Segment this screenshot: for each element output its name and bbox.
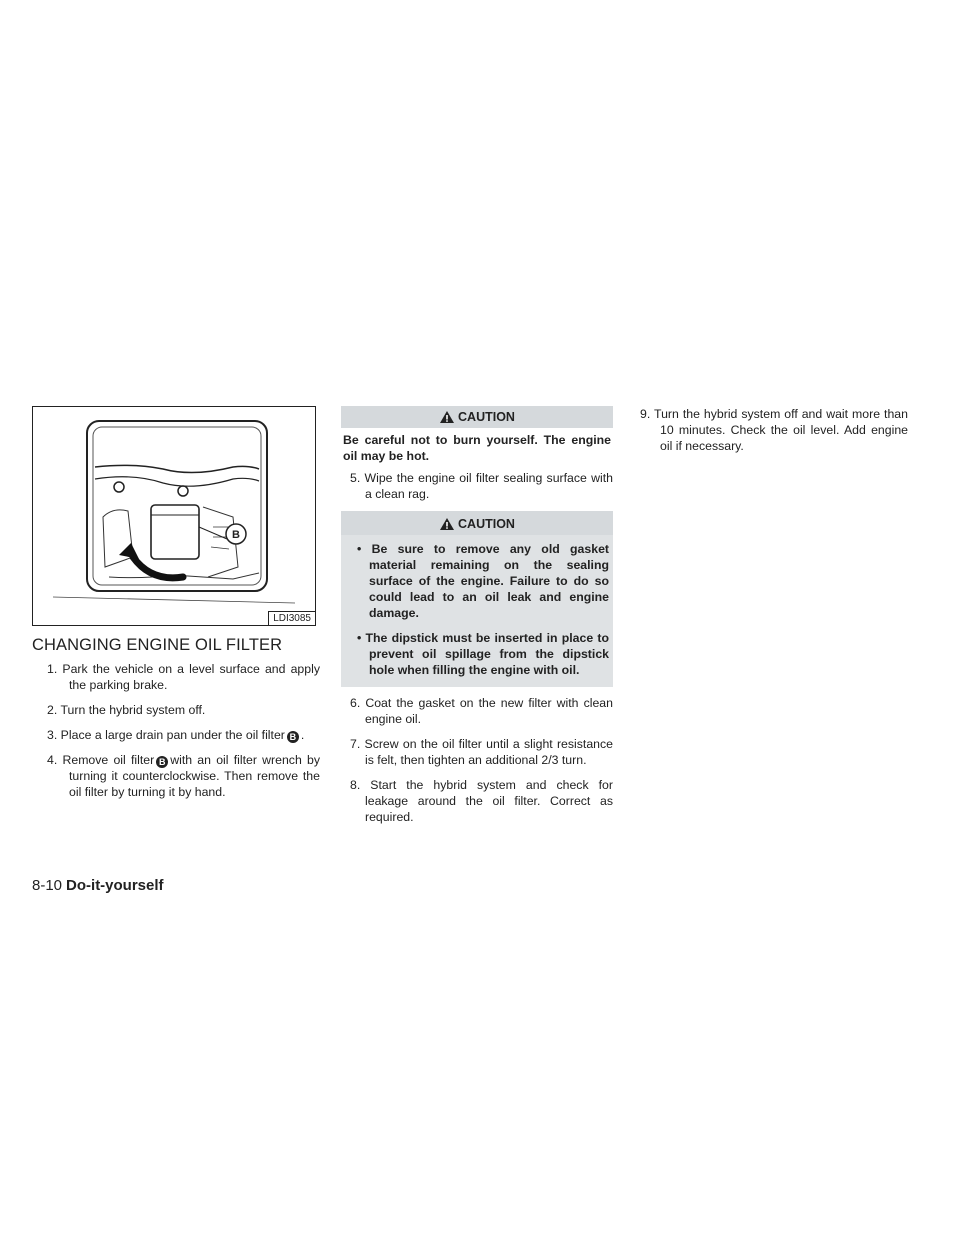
steps-column-2 xyxy=(341,406,613,834)
step-3-end: . xyxy=(300,728,305,742)
step-3-text: 3. Place a large drain pan under the oil filter xyxy=(47,728,285,742)
steps-column-3 xyxy=(636,406,908,463)
caution-heading: CAUTION xyxy=(458,410,515,424)
figure-callout-b: B xyxy=(232,529,240,541)
step-2: 2. Turn the hybrid system off. xyxy=(47,703,206,717)
caution-bullets xyxy=(341,535,613,687)
warning-triangle-icon xyxy=(439,517,455,531)
caution-box xyxy=(341,511,613,687)
footer-section-name: Do-it-yourself xyxy=(66,877,164,894)
step-1: 1. Park the vehicle on a level surface and apply the parking brake. xyxy=(47,662,320,692)
step-4-text: 4. Remove oil filter xyxy=(47,753,155,767)
step-3 xyxy=(32,727,320,743)
step-5: 5. Wipe the engine oil filter sealing surface with a clean rag. xyxy=(350,471,613,501)
step-8: 8. Start the hybrid system and check for leakage around the oil filter. Correct as required. xyxy=(350,778,613,824)
steps-column-1 xyxy=(32,661,320,809)
page-number: 8-10 xyxy=(32,877,63,894)
caution-bullet-2: • The dipstick must be inserted in place to prevent oil spillage from the dipstick hole when filling the engine with oil. xyxy=(341,626,613,683)
engine-bay-drawing xyxy=(33,407,315,625)
step-9: 9. Turn the hybrid system off and wait more than 10 minutes. Check the oil level. Add engine oil if necessary. xyxy=(640,407,908,453)
section-title: CHANGING ENGINE OIL FILTER xyxy=(32,636,283,654)
caution-header xyxy=(341,511,613,535)
caution-header xyxy=(341,406,613,428)
caution-bullet-1: • Be sure to remove any old gasket material remaining on the sealing surface of the engine. Failure to do so could lead to an oil leak and engine damage. xyxy=(341,537,613,626)
figure-code-label: LDI3085 xyxy=(268,611,315,625)
step-4-rest: with an oil filter wrench by turning it counterclockwise. Then remove the oil filter by turning it by hand. xyxy=(69,753,320,799)
page-footer xyxy=(32,877,164,894)
step-6: 6. Coat the gasket on the new filter with clean engine oil. xyxy=(350,696,613,726)
caution-heading: CAUTION xyxy=(458,517,515,531)
oil-filter-illustration xyxy=(32,406,316,626)
caution-text: Be careful not to burn yourself. The engine oil may be hot. xyxy=(343,433,611,463)
callout-b-icon: B xyxy=(287,731,299,743)
step-7: 7. Screw on the oil filter until a slight resistance is felt, then tighten an additional 2/3 turn. xyxy=(350,737,613,767)
warning-triangle-icon xyxy=(439,410,455,424)
callout-b-icon: B xyxy=(156,756,168,768)
step-4 xyxy=(32,752,320,800)
